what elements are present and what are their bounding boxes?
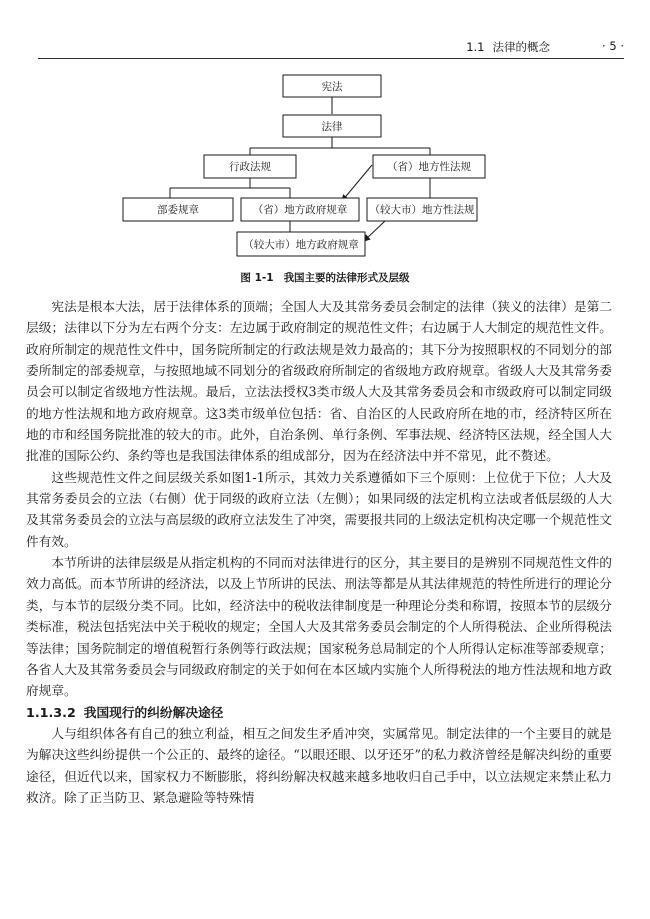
label-provincial-gov-rules: （省）地方政府规章 bbox=[252, 204, 348, 216]
label-constitution: 宪法 bbox=[321, 81, 343, 93]
arrow-provincial-to-gov bbox=[342, 165, 372, 201]
label-department-rules: 部委规章 bbox=[157, 204, 199, 216]
paragraph-1: 宪法是根本大法，居于法律体系的顶端；全国人大及其常务委员会制定的法律（狭义的法律）是第二层级；法律以下分为左右两个分支：左边属于政府制定的规范性文件；右边属于人大制定的规范性文件。政府所制定的规范性文件中，国务院所制定的行政法规是效力最高的；其下分为按照职权的不同划分的部委所制定的部委规章，与按照地域不同划分的省级政府所制定的省级地方政府规章。省级人大及其常务委员会可以制定省级地方性法规。最后，立法法授权3类市级人大及其常务委员会和市级政府可以制定同级的地方性法规和地方政府规章。这3类市级单位包括：省、自治区的人民政府所在地的市，经济特区所在地的市和经国务院批准的较大的市。此外，自治条例、单行条例、军事法规、经济特区法规，经全国人大批准的国际公约、条约等也是我国法律体系的组成部分，因为在经济法中并不常见，此不赘述。 bbox=[26, 299, 612, 464]
paragraph-2: 这些规范性文件之间层级关系如图1-1所示，其效力关系遵循如下三个原则：上位优于下位；人大及其常务委员会的立法（右侧）优于同级的政府立法（左侧）；如果同级的法定机构立法或者低层级的人大及其常务委员会的立法与高层级的政府立法发生了冲突，需要报共同的上级法定机构决定哪一个规范性文件有效。 bbox=[26, 469, 612, 549]
label-city-gov-rules: （较大市）地方政府规章 bbox=[243, 239, 359, 251]
section-heading bbox=[26, 702, 612, 723]
page-number: · 5 · bbox=[602, 39, 624, 53]
label-provincial-local-regulations: （省）地方性法规 bbox=[387, 161, 471, 173]
body-text bbox=[26, 296, 612, 808]
heading-title: 我国现行的纠纷解决途径 bbox=[83, 704, 224, 720]
label-law: 法律 bbox=[321, 121, 343, 133]
header-section bbox=[466, 39, 550, 55]
section-number: 1.1 bbox=[466, 40, 485, 54]
figure-title: 我国主要的法律形式及层级 bbox=[283, 272, 410, 284]
legal-hierarchy-diagram bbox=[0, 60, 650, 265]
running-header bbox=[38, 38, 624, 59]
section-title: 法律的概念 bbox=[492, 40, 550, 54]
figure-caption bbox=[0, 270, 650, 285]
label-admin-regulations: 行政法规 bbox=[229, 161, 271, 173]
heading-number: 1.1.3.2 bbox=[26, 704, 76, 720]
figure-label: 图 1-1 bbox=[240, 272, 274, 284]
arrow-city-local-to-city-gov bbox=[364, 221, 385, 241]
label-city-local-regulations: （较大市）地方性法规 bbox=[369, 204, 475, 216]
paragraph-4: 人与组织体各有自己的独立利益，相互之间发生矛盾冲突，实属常见。制定法律的一个主要目的就是为解决这些纠纷提供一个公正的、最终的途径。“以眼还眼、以牙还牙”的私力救济曾经是解决纠纷的重要途径，但近代以来，国家权力不断膨胀，将纠纷解决权越来越多地收归自己手中，以立法规定来禁止私力救济。除了正当防卫、紧急避险等特殊情 bbox=[26, 725, 612, 805]
paragraph-3: 本节所讲的法律层级是从指定机构的不同而对法律进行的区分，其主要目的是辨别不同规范性文件的效力高低。而本节所讲的经济法，以及上节所讲的民法、刑法等都是从其法律规范的特性所进行的理论分类，与本节的层级分类不同。比如，经济法中的税收法律制度是一种理论分类和称谓，按照本节的层级分类标准，税法包括宪法中关于税收的规定；全国人大及其常务委员会制定的个人所得税法、企业所得税法等法律；国务院制定的增值税暂行条例等行政法规；国家税务总局制定的个人所得认定标准等部委规章；各省人大及其常务委员会与同级政府制定的关于如何在本区域内实施个人所得税法的地方性法规和地方政府规章。 bbox=[26, 555, 612, 699]
